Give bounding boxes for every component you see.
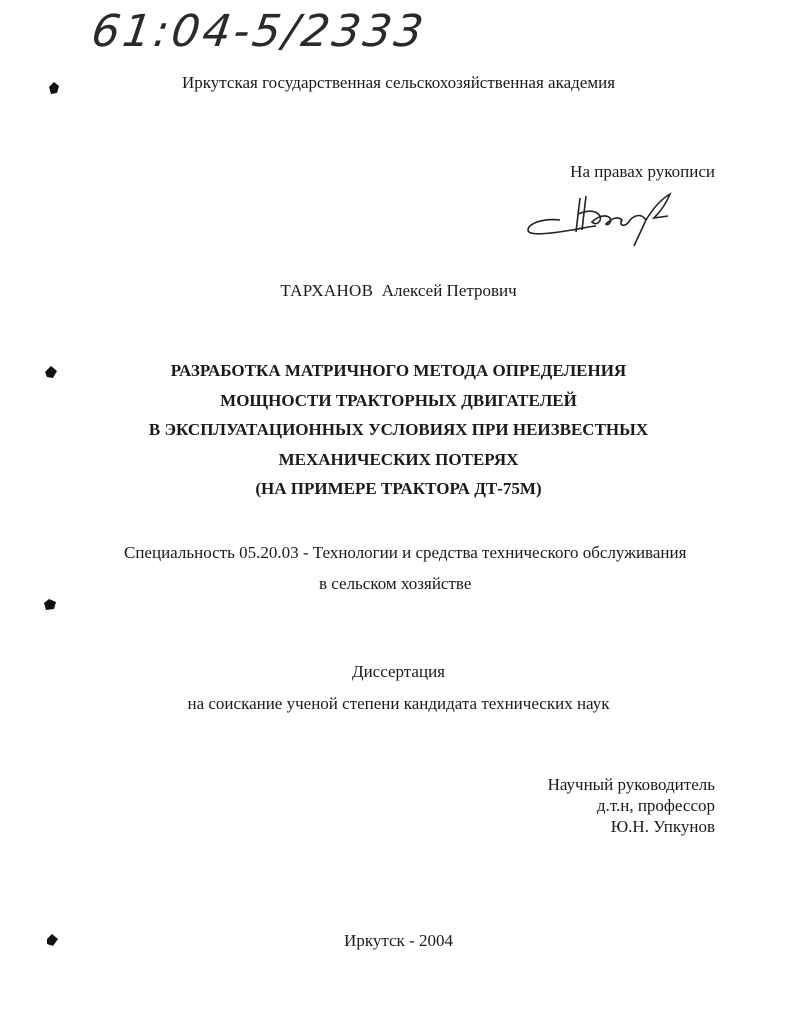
supervisor-name: Ю.Н. Упкунов	[610, 817, 715, 836]
author-surname: ТАРХАНОВ	[280, 281, 374, 300]
dissertation-title	[0, 356, 797, 504]
archive-code: 61:04-5/2333	[88, 6, 430, 57]
signature	[522, 186, 682, 250]
manuscript-rights: На правах рукописи	[570, 162, 715, 181]
supervisor-block	[548, 774, 715, 837]
specialty-line-2: в сельском хозяйстве	[319, 574, 472, 593]
title-line: МЕХАНИЧЕСКИХ ПОТЕРЯХ	[278, 449, 519, 469]
supervisor-degree: д.т.н, профессор	[596, 796, 715, 815]
institution-name: Иркутская государственная сельскохозяйственная академия	[181, 73, 616, 92]
dissertation-purpose: на соискание ученой степени кандидата технических наук	[187, 694, 610, 713]
dissertation-type: Диссертация	[351, 662, 445, 681]
title-line: (НА ПРИМЕРЕ ТРАКТОРА ДТ-75М)	[255, 479, 542, 498]
title-line: МОЩНОСТИ ТРАКТОРНЫХ ДВИГАТЕЛЕЙ	[220, 390, 577, 410]
specialty-line-1: Специальность 05.20.03 - Технологии и средства технического обслуживания	[124, 543, 687, 562]
supervisor-role: Научный руководитель	[547, 775, 715, 794]
title-line: В ЭКСПЛУАТАЦИОННЫХ УСЛОВИЯХ ПРИ НЕИЗВЕСТНЫХ	[148, 420, 649, 439]
margin-mark-icon	[42, 596, 58, 612]
title-line: РАЗРАБОТКА МАТРИЧНОГО МЕТОДА ОПРЕДЕЛЕНИЯ	[170, 361, 627, 380]
author-name	[0, 281, 797, 301]
author-given-names: Алексей Петрович	[381, 281, 517, 300]
city-year: Иркутск - 2004	[344, 931, 453, 950]
